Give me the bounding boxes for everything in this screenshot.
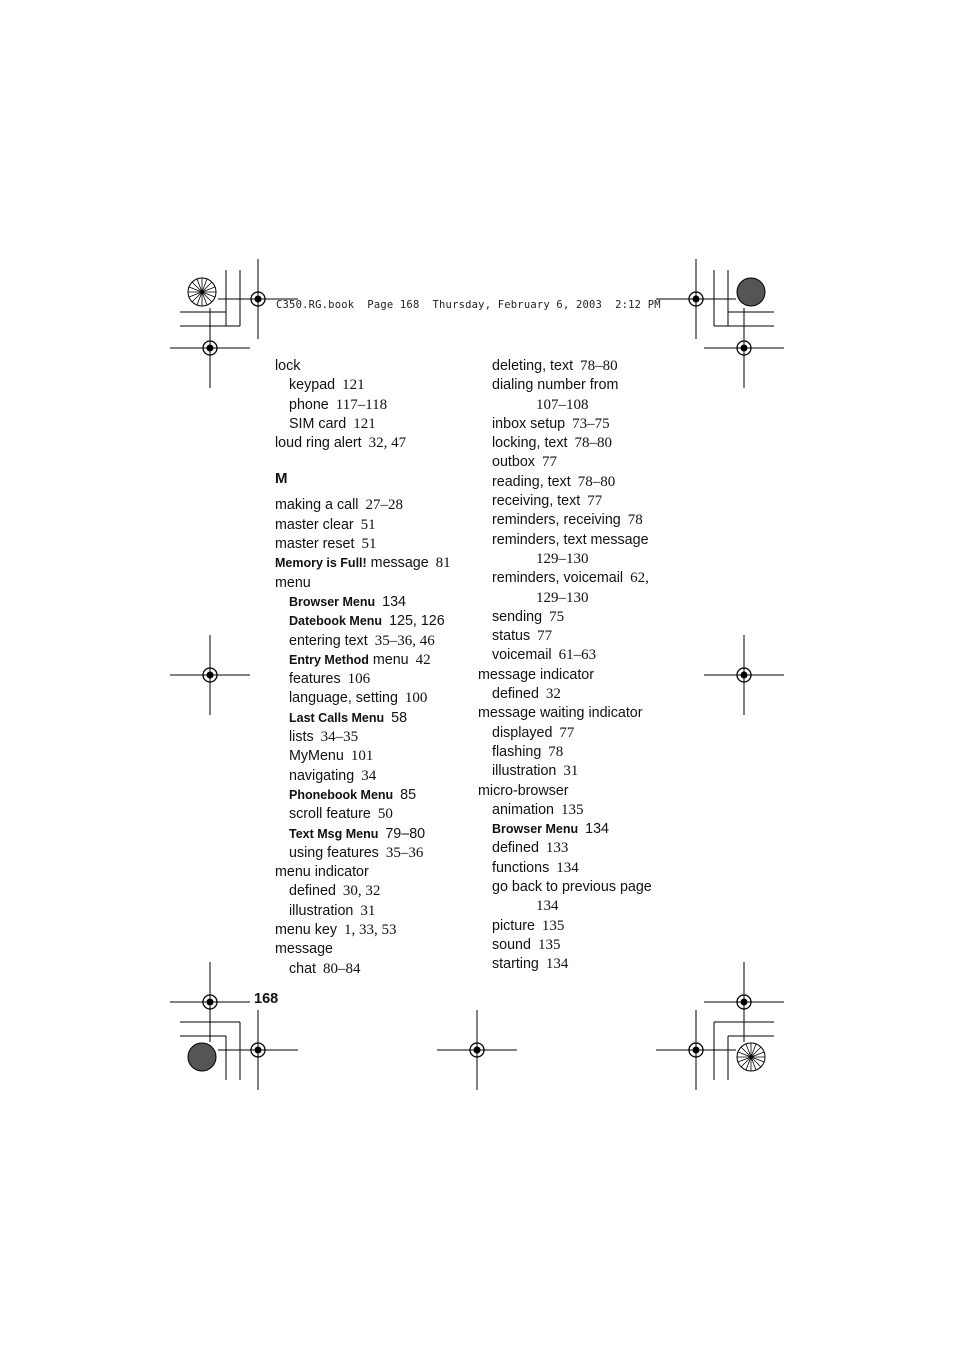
index-term: defined [492,840,539,857]
index-entry [275,516,465,535]
page-reference: 117–118 [335,396,388,413]
page-reference: 78 [548,743,564,760]
index-entry [275,632,465,651]
index-term: language, setting [289,690,398,707]
index-entry [478,801,678,820]
page-reference: 32, 47 [368,435,407,452]
index-term: message waiting indicator [478,705,643,722]
page-reference: 133 [545,840,569,857]
section-letter: M [275,470,288,488]
page-reference: 121 [342,377,365,394]
page-reference: 106 [347,671,371,688]
index-entry [478,415,678,434]
page-reference: 121 [353,415,376,432]
index-entry [275,376,465,395]
index-entry [478,608,678,627]
index-term: features [289,671,341,688]
index-term: micro-browser [478,782,569,799]
index-entry [275,612,465,631]
crop-mark-bottom-right [656,962,784,1090]
page-reference: 135 [537,936,561,953]
index-entry [478,511,678,530]
index-term: keypad [289,377,336,394]
page-reference: 125, 126 [389,613,445,630]
index-entry [275,940,465,959]
index-term: navigating [289,767,355,784]
page-reference: 58 [391,709,408,726]
index-term: flashing [492,743,542,760]
index-entry [478,897,678,916]
index-entry [478,743,678,762]
index-term: dialing number from [492,377,619,394]
index-term: reminders, text message [492,531,649,548]
index-entry [478,434,678,453]
index-term: entering text [289,632,368,649]
page-reference: 101 [350,748,374,765]
page-reference: 31 [360,902,376,919]
page-reference: 134 [585,821,609,838]
index-term: defined [289,883,336,900]
index-term: starting [492,956,539,973]
page-reference: 85 [400,786,417,803]
index-entry [275,415,465,434]
page-reference: 77 [587,493,603,510]
index-term: menu [275,574,311,591]
index-term: reminders, receiving [492,512,621,529]
index-entry [275,574,465,593]
registration-mark-left [170,635,250,715]
index-entry [478,878,678,897]
index-entry [478,917,678,936]
index-entry [275,496,465,515]
page-reference: 134 [382,593,406,610]
index-term: message [366,555,429,572]
page-reference: 135 [561,801,584,818]
index-term: illustration [492,763,557,780]
page-reference: 78–80 [574,435,612,452]
index-entry [275,805,465,824]
page-reference: 32 [545,686,561,703]
page-reference: 129–130 [536,589,589,606]
page-reference: 73–75 [572,415,610,432]
index-term-bold: Datebook Menu [289,614,383,629]
page-number: 168 [254,991,279,1007]
index-entry [275,863,465,882]
page-reference: 27–28 [365,497,403,514]
page-reference: 62, [630,570,649,587]
page-reference: 31 [563,763,579,780]
page-reference: 77 [537,628,553,645]
page-reference: 34–35 [320,729,359,746]
page-reference: 50 [377,806,393,823]
index-entry [478,550,678,569]
index-entry [478,936,678,955]
page-reference: 35–36 [385,844,424,861]
index-entry [275,535,465,554]
crop-mark-bottom-left [170,962,298,1090]
index-term: loud ring alert [275,435,362,452]
index-term: MyMenu [289,748,344,765]
index-entry [478,704,678,723]
index-entry [478,955,678,974]
index-entry [478,473,678,492]
index-term: using features [289,844,379,861]
index-term: menu key [275,922,337,939]
index-entry [275,767,465,786]
index-entry [478,492,678,511]
page-reference: 134 [536,898,559,915]
index-term: chat [289,960,317,977]
index-entry [478,839,678,858]
index-entry [275,882,465,901]
index-term: lock [275,358,301,374]
page-reference: 78–80 [577,473,616,490]
index-term: functions [492,859,550,876]
page-reference: 1, 33, 53 [343,922,397,939]
index-term: picture [492,917,535,934]
index-term: message [275,941,334,958]
index-entry [478,666,678,685]
index-term: making a call [275,497,359,514]
index-term: voicemail [492,647,552,664]
index-entry [275,554,465,573]
page-reference: 80–84 [323,960,361,977]
index-term: message indicator [478,666,595,683]
index-entry [275,689,465,708]
page-reference: 61–63 [558,647,597,664]
index-entry [478,569,678,588]
index-entry [275,396,465,415]
page-reference: 30, 32 [342,883,381,900]
index-entry [478,453,678,472]
index-term: displayed [492,724,553,741]
index-entry [478,782,678,801]
index-entry [275,357,465,376]
index-entry [275,593,465,612]
index-entry [478,396,678,415]
index-entry [478,627,678,646]
page-reference: 35–36, 46 [374,632,435,649]
print-header: C350.RG.book Page 168 Thursday, February 6, 2003 2:12 PM [276,299,661,311]
page-reference: 134 [556,859,579,876]
index-term: inbox setup [492,415,566,432]
index-entry [275,434,465,453]
index-entry [478,724,678,743]
index-term-bold: Last Calls Menu [289,710,385,725]
index-term: animation [492,801,554,818]
index-entry [478,646,678,665]
index-entry [275,651,465,670]
page-reference: 107–108 [536,396,589,413]
index-term: receiving, text [492,493,581,510]
page-reference: 77 [541,454,557,471]
page-reference: 51 [360,516,376,533]
index-entry [478,859,678,878]
index-term: outbox [492,454,535,471]
page-reference: 34 [361,767,377,784]
page-reference: 78 [627,512,643,529]
index-term: status [492,628,531,645]
index-term-bold: Phonebook Menu [289,787,394,802]
index-entry [275,960,465,979]
index-term: reading, text [492,473,571,490]
index-term: reminders, voicemail [492,570,624,587]
index-term-bold: Memory is Full! [275,556,367,571]
index-term-bold: Text Msg Menu [289,826,379,841]
index-term: illustration [289,902,354,919]
page-reference: 77 [559,724,575,741]
index-entry [478,762,678,781]
page-reference: 135 [541,917,565,934]
index-entry [478,589,678,608]
index-term: SIM card [289,415,347,432]
index-entry [275,844,465,863]
registration-mark-right [704,635,784,715]
page-reference: 81 [435,555,451,572]
index-entry [478,685,678,704]
page-reference: 79–80 [385,825,426,842]
index-term: defined [492,686,539,703]
page-reference: 100 [404,690,428,707]
index-entry [275,747,465,766]
index-term: sound [492,936,531,953]
index-entry [275,453,465,469]
index-term: phone [289,396,329,413]
index-entry [478,376,678,395]
index-term: scroll feature [289,806,371,823]
index-entry [275,709,465,728]
index-term: go back to previous page [492,879,652,896]
index-term: locking, text [492,435,568,452]
page-reference: 134 [545,956,569,973]
index-term-bold: Browser Menu [492,822,579,837]
index-term: master clear [275,516,354,533]
index-entry [275,728,465,747]
page-reference: 75 [549,608,565,625]
index-entry [275,825,465,844]
page-reference: 51 [361,536,377,553]
index-column-right [478,357,678,975]
index-entry [478,357,678,376]
registration-mark-bottom [437,1010,517,1090]
index-term: deleting, text [492,358,574,374]
index-entry [275,902,465,921]
page-reference: 129–130 [536,550,589,567]
index-term: menu indicator [275,864,369,881]
index-entry [275,921,465,940]
index-entry [478,820,678,839]
index-term: menu [368,651,409,668]
page-reference: 78–80 [580,358,618,374]
index-term-bold: Browser Menu [289,594,376,609]
index-entry [478,531,678,550]
index-entry [275,786,465,805]
index-entry [275,670,465,689]
index-column-left [275,357,465,979]
index-term-bold: Entry Method [289,652,369,667]
page-reference: 42 [415,651,431,668]
index-term: lists [289,729,314,746]
index-term: sending [492,608,543,625]
index-term: master reset [275,536,355,553]
